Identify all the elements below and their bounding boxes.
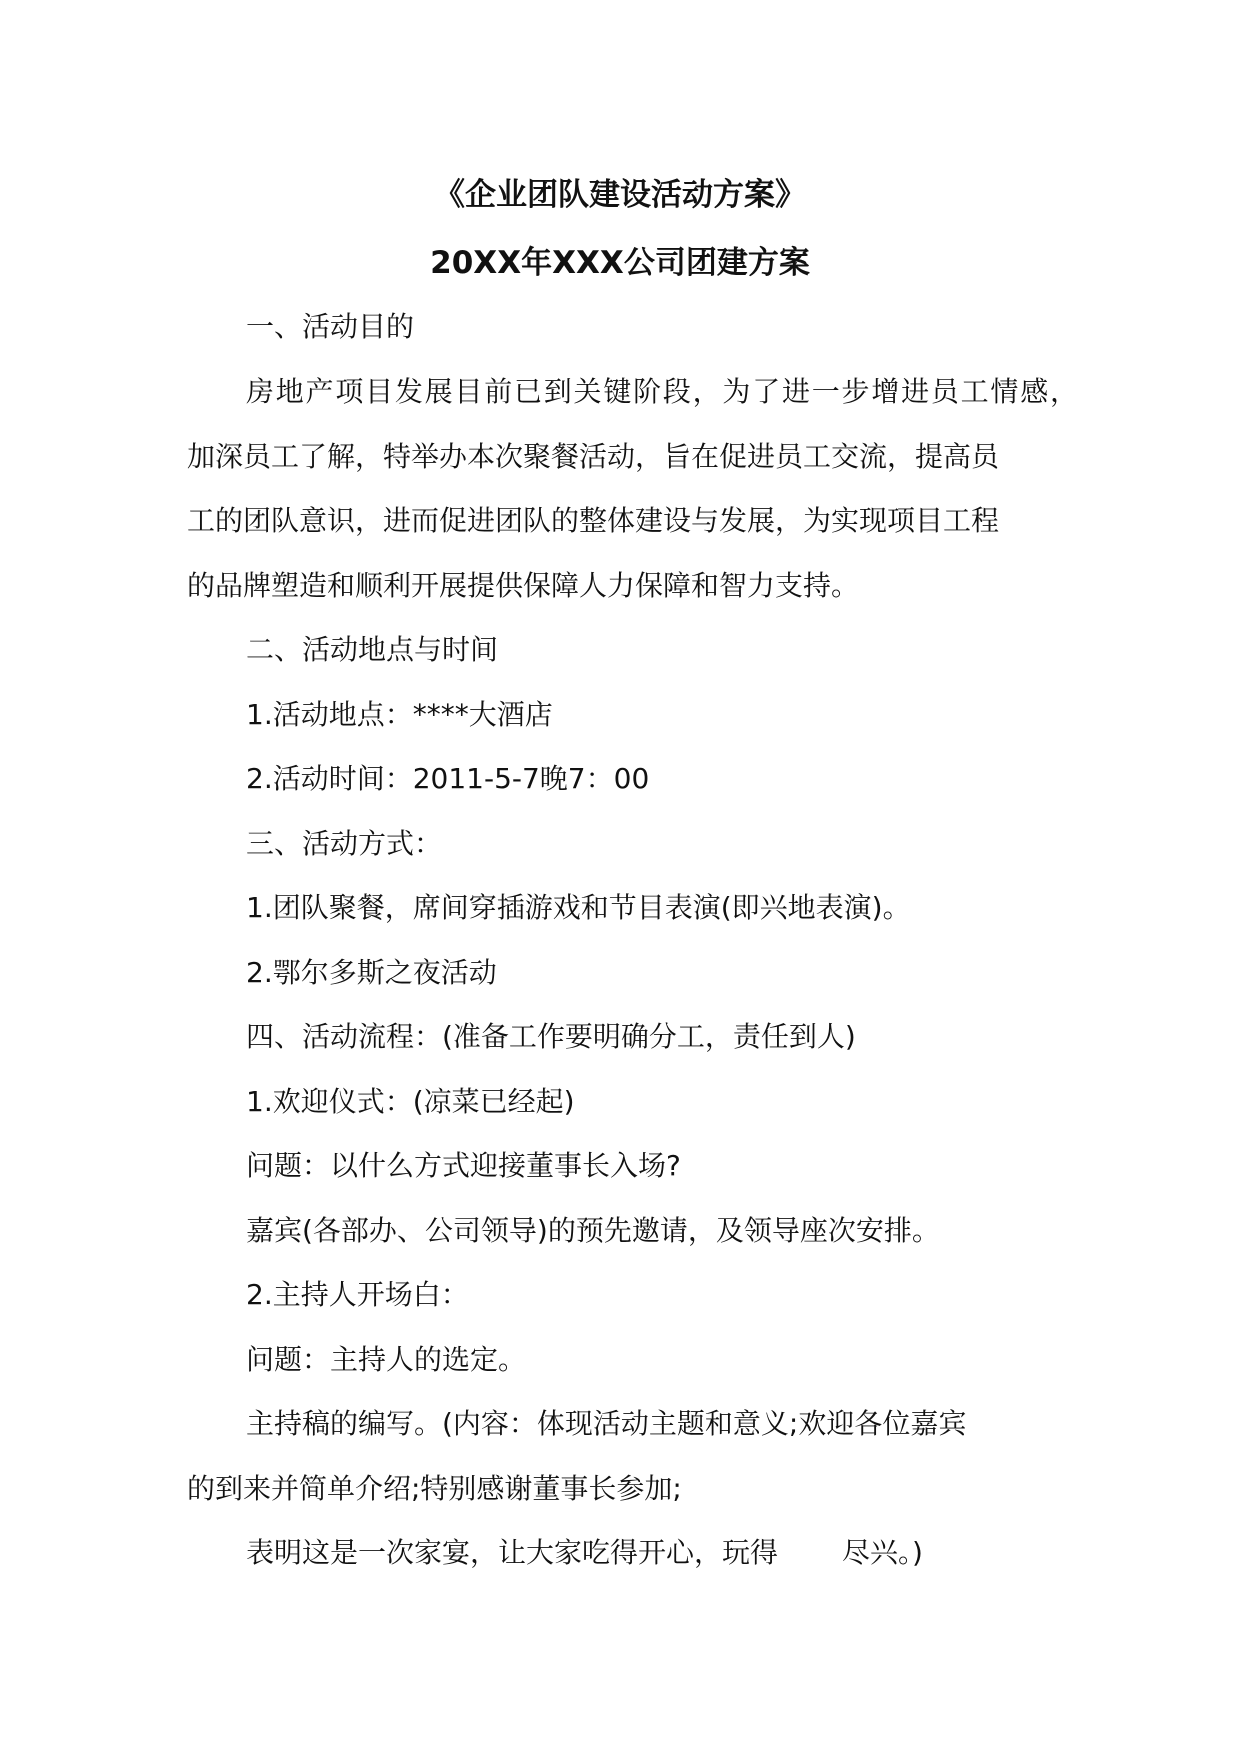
paragraph-line: 问题：以什么方式迎接董事长入场? (246, 1149, 681, 1182)
paragraph-line: 房地产项目发展目前已到关键阶段，为了进一步增进员工情感， (246, 375, 1078, 408)
paragraph-line: 的到来并简单介绍;特别感谢董事长参加; (187, 1472, 682, 1505)
list-item: 1.团队聚餐，席间穿插游戏和节目表演(即兴地表演)。 (246, 891, 911, 924)
section-heading-format: 三、活动方式： (246, 827, 443, 860)
document-subtitle: 20XX年XXX公司团建方案 (430, 245, 810, 281)
section-heading-location-time: 二、活动地点与时间 (246, 633, 499, 666)
list-item: 2.鄂尔多斯之夜活动 (246, 956, 497, 989)
list-item: 1.欢迎仪式：(凉菜已经起) (246, 1085, 575, 1118)
paragraph-text: 尽兴。) (842, 1536, 923, 1569)
list-item: 2.主持人开场白： (246, 1278, 469, 1311)
paragraph-line: 的品牌塑造和顺利开展提供保障人力保障和智力支持。 (187, 569, 860, 602)
paragraph-line: 加深员工了解，特举办本次聚餐活动，旨在促进员工交流，提高员 (187, 440, 1000, 473)
paragraph-line: 主持稿的编写。(内容：体现活动主题和意义;欢迎各位嘉宾 (246, 1407, 967, 1440)
document-title: 《企业团队建设活动方案》 (434, 177, 806, 213)
list-item: 1.活动地点：****大酒店 (246, 698, 553, 731)
paragraph-line: 工的团队意识，进而促进团队的整体建设与发展，为实现项目工程 (187, 504, 1000, 537)
paragraph-line: 嘉宾(各部办、公司领导)的预先邀请，及领导座次安排。 (246, 1214, 940, 1247)
section-heading-purpose: 一、活动目的 (246, 310, 415, 343)
list-item: 2.活动时间：2011-5-7晚7：00 (246, 762, 650, 795)
section-heading-process: 四、活动流程：(准备工作要明确分工，责任到人) (246, 1020, 856, 1053)
paragraph-text: 表明这是一次家宴，让大家吃得开心，玩得 (246, 1536, 779, 1569)
paragraph-line (246, 1533, 923, 1573)
paragraph-line: 问题：主持人的选定。 (246, 1343, 527, 1376)
